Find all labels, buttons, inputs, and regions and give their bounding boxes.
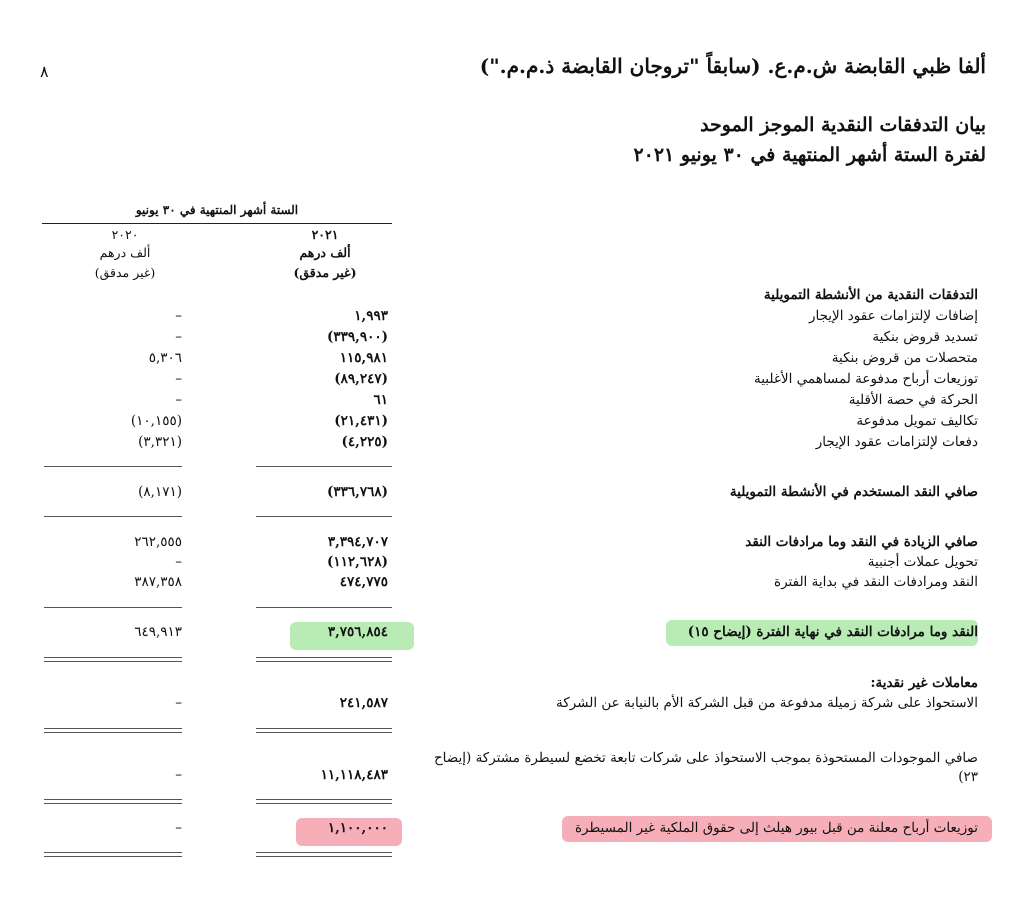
net-increase-2021: ٣,٣٩٤,٧٠٧ [327, 534, 388, 550]
unit-2020: ألف درهم [99, 245, 151, 260]
row-2021-minority-movement: ٦١ [373, 392, 388, 408]
dividends-double-rule-2020 [44, 852, 182, 857]
net-increase-label: صافي الزيادة في النقد وما مرادفات النقد [745, 534, 978, 550]
net-financing-rule-2021 [256, 516, 392, 517]
net-increase-2020: ٢٦٢,٥٥٥ [134, 534, 182, 550]
net-assets-label-line1: صافي الموجودات المستحوذة بموجب الاستحواذ على شركات تابعة تخضع لسيطرة مشتركة (إيضاح [433, 750, 978, 766]
audit-2020: (غير مدقق) [94, 265, 156, 280]
row-2020-loan-proceeds: ٥,٣٠٦ [148, 350, 182, 366]
row-label-lease-payments: دفعات لإلتزامات عقود الإيجار [815, 434, 978, 450]
audit-2021: (غير مدقق) [293, 265, 357, 280]
closing-cash-2020: ٦٤٩,٩١٣ [134, 624, 182, 640]
period-header-rule [42, 223, 392, 224]
net-assets-double-rule-2021 [256, 799, 392, 804]
net-assets-double-rule-2020 [44, 799, 182, 804]
opening-rule-2020 [44, 607, 182, 608]
dividends-nci-label: توزيعات أرباح معلنة من قبل بيور هيلث إلى حقوق الملكية غير المسيطرة [574, 820, 978, 836]
period-header: الستة أشهر المنتهية في ٣٠ يونيو [135, 203, 299, 217]
row-2021-dividends-majority: (٨٩,٢٤٧) [334, 371, 388, 387]
page-number: ٨ [40, 62, 49, 81]
company-title: ألفا ظبي القابضة ش.م.ع. (سابقاً "تروجان القابضة ذ.م.م.") [479, 54, 986, 78]
row-label-dividends-majority: توزيعات أرباح مدفوعة لمساهمي الأغلبية [753, 371, 978, 387]
acquisition-double-rule-2021 [256, 728, 392, 733]
row-label-finance-costs: تكاليف تمويل مدفوعة [856, 413, 978, 429]
opening-cash-2021: ٤٧٤,٧٧٥ [339, 574, 388, 590]
row-label-loan-repayment: تسديد قروض بنكية [872, 329, 978, 345]
opening-rule-2021 [256, 607, 392, 608]
opening-cash-label: النقد ومرادفات النقد في بداية الفترة [774, 574, 978, 590]
closing-cash-2021: ٣,٧٥٦,٨٥٤ [327, 624, 388, 640]
row-label-loan-proceeds: متحصلات من قروض بنكية [831, 350, 978, 366]
row-2021-lease-payments: (٤,٢٢٥) [341, 434, 388, 450]
acquisition-double-rule-2020 [44, 728, 182, 733]
row-2021-loan-proceeds: ١١٥,٩٨١ [339, 350, 388, 366]
non-cash-heading: معاملات غير نقدية: [870, 675, 978, 691]
financing-heading: التدفقات النقدية من الأنشطة التمويلية [763, 287, 978, 303]
dividends-nci-2021: ١,١٠٠,٠٠٠ [327, 820, 388, 836]
acquisition-label: الاستحواذ على شركة زميلة مدفوعة من قبل الشركة الأم بالنيابة عن الشركة [556, 695, 978, 711]
fx-2020: – [175, 554, 182, 570]
closing-double-rule-2021 [256, 657, 392, 662]
row-2020-dividends-majority: – [175, 371, 182, 387]
statement-subtitle: لفترة الستة أشهر المنتهية في ٣٠ يونيو ٢٠٢١ [633, 144, 986, 166]
row-2020-lease-payments: (٣,٣٢١) [138, 434, 182, 450]
net-financing-rule-2020 [44, 516, 182, 517]
subtotal-rule-2020 [44, 466, 182, 467]
row-label-lease-additions: إضافات لإلتزامات عقود الإيجار [808, 308, 978, 324]
row-2021-finance-costs: (٢١,٤٣١) [334, 413, 388, 429]
net-assets-2020: – [175, 767, 182, 783]
unit-2021: ألف درهم [299, 245, 351, 260]
row-2020-lease-additions: – [175, 308, 182, 324]
fx-label: تحويل عملات أجنبية [867, 554, 978, 570]
acquisition-2021: ٢٤١,٥٨٧ [339, 695, 388, 711]
net-assets-2021: ١١,١١٨,٤٨٣ [320, 767, 388, 783]
year-2020: ٢٠٢٠ [111, 227, 139, 242]
statement-title: بيان التدفقات النقدية الموجز الموحد [700, 114, 986, 136]
net-financing-2020: (٨,١٧١) [138, 484, 182, 500]
row-2020-minority-movement: – [175, 392, 182, 408]
row-label-minority-movement: الحركة في حصة الأقلية [848, 392, 978, 408]
dividends-nci-2020: – [175, 820, 182, 836]
net-assets-label-line2: ٢٣) [958, 769, 978, 785]
net-financing-label: صافي النقد المستخدم في الأنشطة التمويلية [729, 484, 978, 500]
closing-double-rule-2020 [44, 657, 182, 662]
acquisition-2020: – [175, 695, 182, 711]
year-2021: ٢٠٢١ [311, 227, 339, 242]
row-2020-loan-repayment: – [175, 329, 182, 345]
fx-2021: (١١٢,٦٢٨) [327, 554, 388, 570]
row-2020-finance-costs: (١٠,١٥٥) [130, 413, 182, 429]
net-financing-2021: (٣٣٦,٧٦٨) [327, 484, 388, 500]
opening-cash-2020: ٣٨٧,٣٥٨ [134, 574, 182, 590]
row-2021-lease-additions: ١,٩٩٣ [354, 308, 388, 324]
closing-cash-label: النقد وما مرادفات النقد في نهاية الفترة (إيضاح ١٥) [687, 624, 978, 640]
subtotal-rule-2021 [256, 466, 392, 467]
dividends-double-rule-2021 [256, 852, 392, 857]
row-2021-loan-repayment: (٣٣٩,٩٠٠) [327, 329, 388, 345]
